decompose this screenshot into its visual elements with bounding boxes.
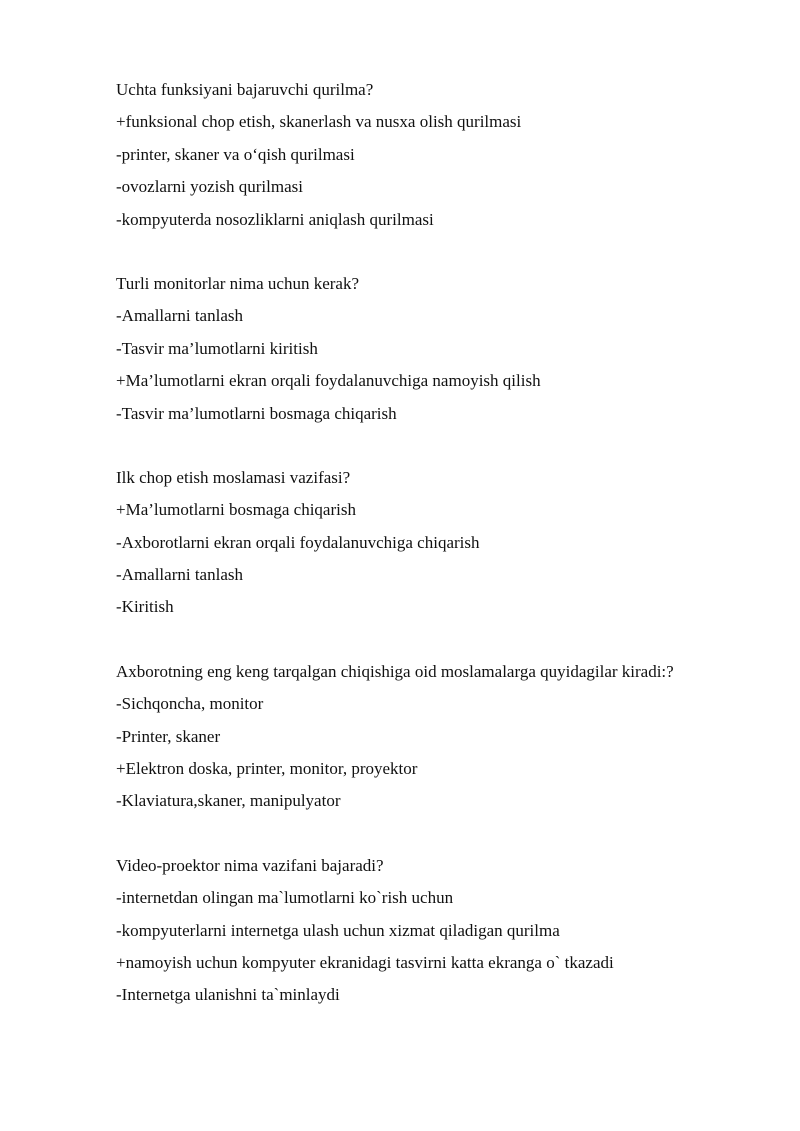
answer-option: +Ma’lumotlarni bosmaga chiqarish — [116, 500, 356, 520]
answer-option: -Klaviatura,skaner, manipulyator — [116, 791, 341, 811]
answer-option: -Internetga ulanishni ta`minlaydi — [116, 985, 340, 1005]
question-text: Uchta funksiyani bajaruvchi qurilma? — [116, 80, 374, 99]
document-content — [116, 74, 766, 1044]
answer-option: -printer, skaner va o‘qish qurilmasi — [116, 144, 355, 164]
answer-option: -Kiritish — [116, 597, 174, 617]
question-text: Video-proektor nima vazifani bajaradi? — [116, 855, 384, 875]
answer-option: -kompyuterlarni internetga ulash uchun xizmat qiladigan qurilma — [116, 920, 560, 940]
question-block — [116, 268, 766, 430]
answer-option: +Elektron doska, printer, monitor, proyektor — [116, 759, 418, 779]
answer-option: -internetdan olingan ma`lumotlarni ko`rish uchun — [116, 888, 454, 908]
answer-option: +Ma’lumotlarni ekran orqali foydalanuvchiga namoyish qilish — [116, 371, 541, 391]
question-block — [116, 850, 766, 1012]
answer-option: -Printer, skaner — [116, 726, 221, 746]
question-block — [116, 656, 766, 818]
answer-option: -Sichqoncha, monitor — [116, 694, 264, 714]
answer-option: -kompyuterda nosozliklarni aniqlash qurilmasi — [116, 209, 434, 229]
answer-option: -Tasvir ma’lumotlarni kiritish — [116, 338, 318, 358]
answer-option: -ovozlarni yozish qurilmasi — [116, 177, 303, 197]
answer-option: +funksional chop etish, skanerlash va nusxa olish qurilmasi — [116, 112, 522, 132]
answer-option: -Amallarni tanlash — [116, 306, 243, 326]
answer-option: -Tasvir ma’lumotlarni bosmaga chiqarish — [116, 403, 397, 423]
question-text: Axborotning eng keng tarqalgan chiqishiga oid moslamalarga quyidagilar kiradi:? — [116, 661, 674, 681]
question-block — [116, 74, 766, 236]
question-text: Turli monitorlar nima uchun kerak? — [116, 273, 359, 293]
answer-option: -Amallarni tanlash — [116, 565, 243, 585]
question-text: Ilk chop etish moslamasi vazifasi? — [116, 467, 351, 487]
answer-option: -Axborotlarni ekran orqali foydalanuvchiga chiqarish — [116, 532, 480, 552]
question-block — [116, 462, 766, 624]
answer-option: +namoyish uchun kompyuter ekranidagi tasvirni katta ekranga o` tkazadi — [116, 952, 614, 972]
